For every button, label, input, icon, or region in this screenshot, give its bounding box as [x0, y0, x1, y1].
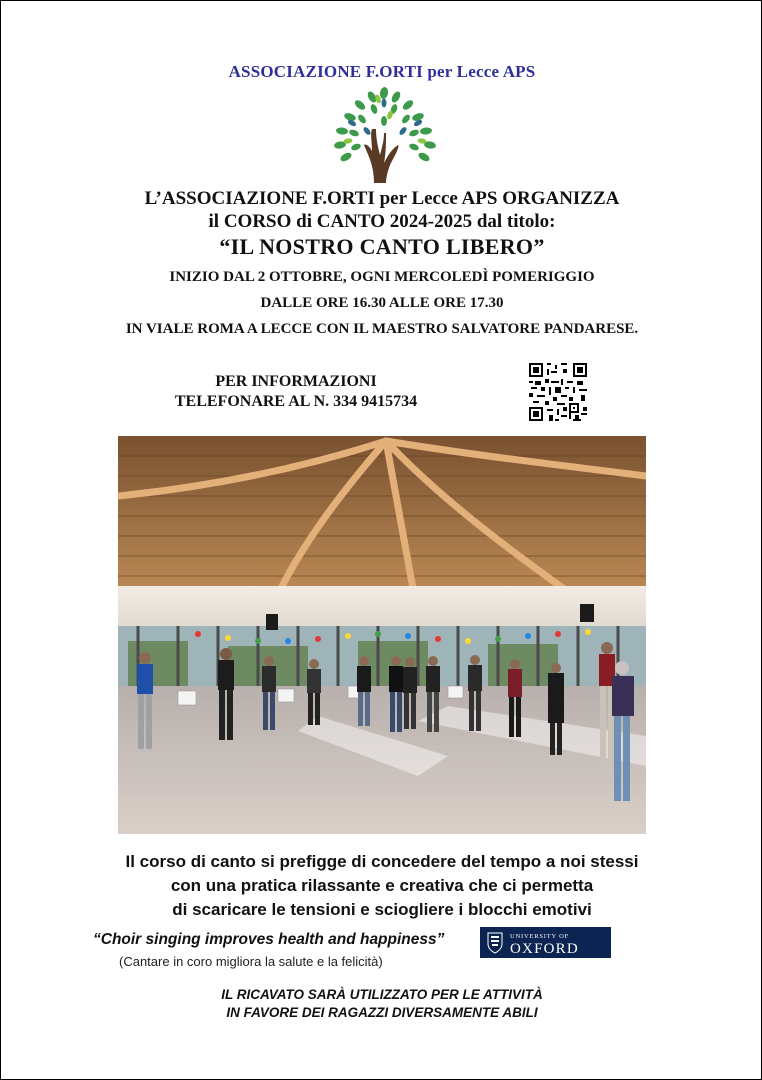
association-header: ASSOCIAZIONE F.ORTI per Lecce APS	[228, 62, 536, 81]
footer-line1: IL RICAVATO SARÀ UTILIZZATO PER LE ATTIVITÀ	[221, 987, 543, 1002]
qr-code[interactable]	[529, 363, 587, 421]
oxford-logo-name: OXFORD	[510, 941, 579, 957]
course-hours: DALLE ORE 16.30 ALLE ORE 17.30	[260, 295, 504, 311]
announcement-line1: L’ASSOCIAZIONE F.ORTI per Lecce APS ORGANIZZA	[144, 188, 620, 209]
description-line2: con una pratica rilassante e creativa che ci permetta	[170, 876, 594, 895]
choir-photo	[118, 436, 646, 834]
info-label: PER INFORMAZIONI	[215, 373, 377, 390]
info-phone: TELEFONARE AL N. 334 9415734	[174, 393, 418, 410]
oxford-logo	[480, 927, 611, 958]
oxford-quote: “Choir singing improves health and happiness”	[93, 931, 445, 948]
description-line3: di scaricare le tensioni e sciogliere i blocchi emotivi	[172, 900, 592, 919]
description-line1: Il corso di canto si prefigge di concedere del tempo a noi stessi	[125, 852, 639, 871]
footer-line2: IN FAVORE DEI RAGAZZI DIVERSAMENTE ABILI	[226, 1005, 538, 1020]
course-title: “IL NOSTRO CANTO LIBERO”	[219, 234, 545, 259]
start-date: INIZIO DAL 2 OTTOBRE, OGNI MERCOLEDÌ POMERIGGIO	[169, 269, 595, 285]
oxford-logo-top: UNIVERSITY OF	[510, 933, 570, 940]
course-place: IN VIALE ROMA A LECCE CON IL MAESTRO SALVATORE PANDARESE.	[125, 321, 639, 337]
announcement-line2: il CORSO di CANTO 2024-2025 dal titolo:	[208, 211, 556, 232]
quote-translation: (Cantare in coro migliora la salute e la felicità)	[119, 954, 383, 969]
tree-hands-logo	[324, 85, 446, 185]
